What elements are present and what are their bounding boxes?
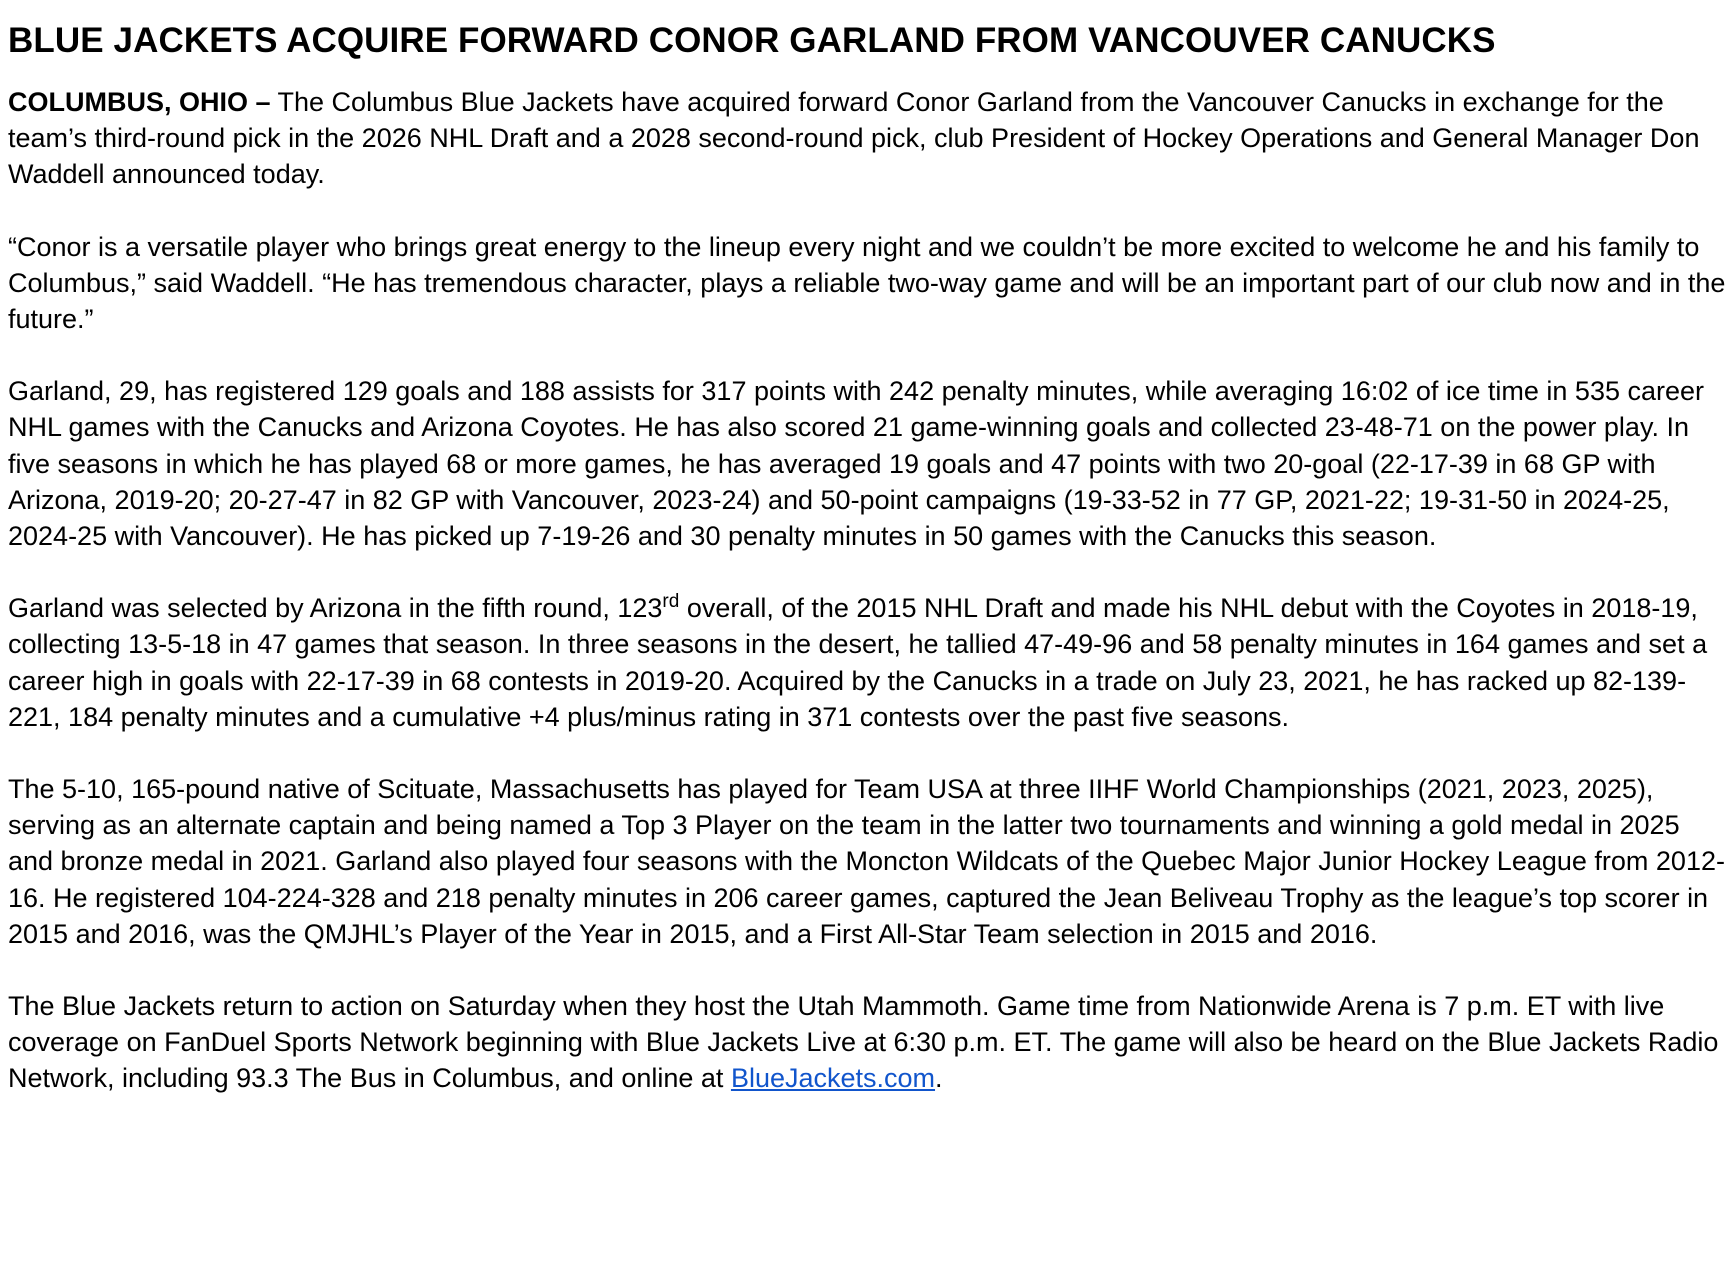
paragraph-intro bbox=[8, 84, 1730, 193]
bluejackets-link[interactable]: BlueJackets.com bbox=[730, 1063, 936, 1094]
ordinal-suffix: rd bbox=[662, 591, 680, 613]
draft-text-after: overall, of the 2015 NHL Draft and made his NHL debut with the Coyotes in 2018-19, collecting 13-5-18 in 47 games that season. In three seasons in the desert, he tallied 47-49-96 and 58 penalty minutes in 164 games and set a career high in goals with 22-17-39 in 68 contests in 2019-20. Acquired by the Canucks in a trade on July 23, 2021, he has racked up 82-139-221, 184 penalty minutes and a cumulative +4 plus/minus rating in 371 contests over the past five seasons. bbox=[8, 593, 1708, 732]
draft-text-before: Garland was selected by Arizona in the fifth round, 123 bbox=[8, 593, 663, 624]
intro-text: The Columbus Blue Jackets have acquired forward Conor Garland from the Vancouver Canucks in exchange for the team’s third-round pick in the 2026 NHL Draft and a 2028 second-round pick, club President of Hockey Operations and General Manager Don Waddell announced today. bbox=[8, 87, 1700, 190]
paragraph-career-stats: Garland, 29, has registered 129 goals and 188 assists for 317 points with 242 penalty minutes, while averaging 16:02 of ice time in 535 career NHL games with the Canucks and Arizona Coyotes. He has also scored 21 game-winning goals and collected 23-48-71 on the power play. In five seasons in which he has played 68 or more games, he has averaged 19 goals and 47 points with two 20-goal (22-17-39 in 68 GP with Arizona, 2019-20; 20-27-47 in 82 GP with Vancouver, 2023-24) and 50-point campaigns (19-33-52 in 77 GP, 2021-22; 19-31-50 in 2024-25, 2024-25 with Vancouver). He has picked up 7-19-26 and 30 penalty minutes in 50 games with the Canucks this season. bbox=[8, 376, 1705, 552]
next-game-end: . bbox=[935, 1063, 943, 1094]
paragraph-draft-history bbox=[8, 590, 1730, 735]
press-release bbox=[8, 20, 1730, 1097]
paragraph-next-game bbox=[8, 988, 1730, 1097]
dateline: COLUMBUS, OHIO – bbox=[8, 87, 271, 117]
headline: BLUE JACKETS ACQUIRE FORWARD CONOR GARLAND FROM VANCOUVER CANUCKS bbox=[8, 21, 1496, 60]
paragraph-international: The 5-10, 165-pound native of Scituate, Massachusetts has played for Team USA at three IIHF World Championships (2021, 2023, 2025), serving as an alternate captain and being named a Top 3 Player on the team in the latter two tournaments and winning a gold medal in 2025 and bronze medal in 2021. Garland also played four seasons with the Moncton Wildcats of the Quebec Major Junior Hockey League from 2012-16. He registered 104-224-328 and 218 penalty minutes in 206 career games, captured the Jean Beliveau Trophy as the league’s top scorer in 2015 and 2016, was the QMJHL’s Player of the Year in 2015, and a First All-Star Team selection in 2015 and 2016. bbox=[8, 774, 1725, 949]
next-game-text: The Blue Jackets return to action on Saturday when they host the Utah Mammoth. Game time from Nationwide Arena is 7 p.m. ET with live coverage on FanDuel Sports Network beginning with Blue Jackets Live at 6:30 p.m. ET. The game will also be heard on the Blue Jackets Radio Network, including 93.3 The Bus in Columbus, and online at bbox=[8, 991, 1719, 1094]
paragraph-quote: “Conor is a versatile player who brings great energy to the lineup every night and we couldn’t be more excited to welcome he and his family to Columbus,” said Waddell. “He has tremendous character, plays a reliable two-way game and will be an important part of our club now and in the future.” bbox=[8, 231, 1726, 335]
